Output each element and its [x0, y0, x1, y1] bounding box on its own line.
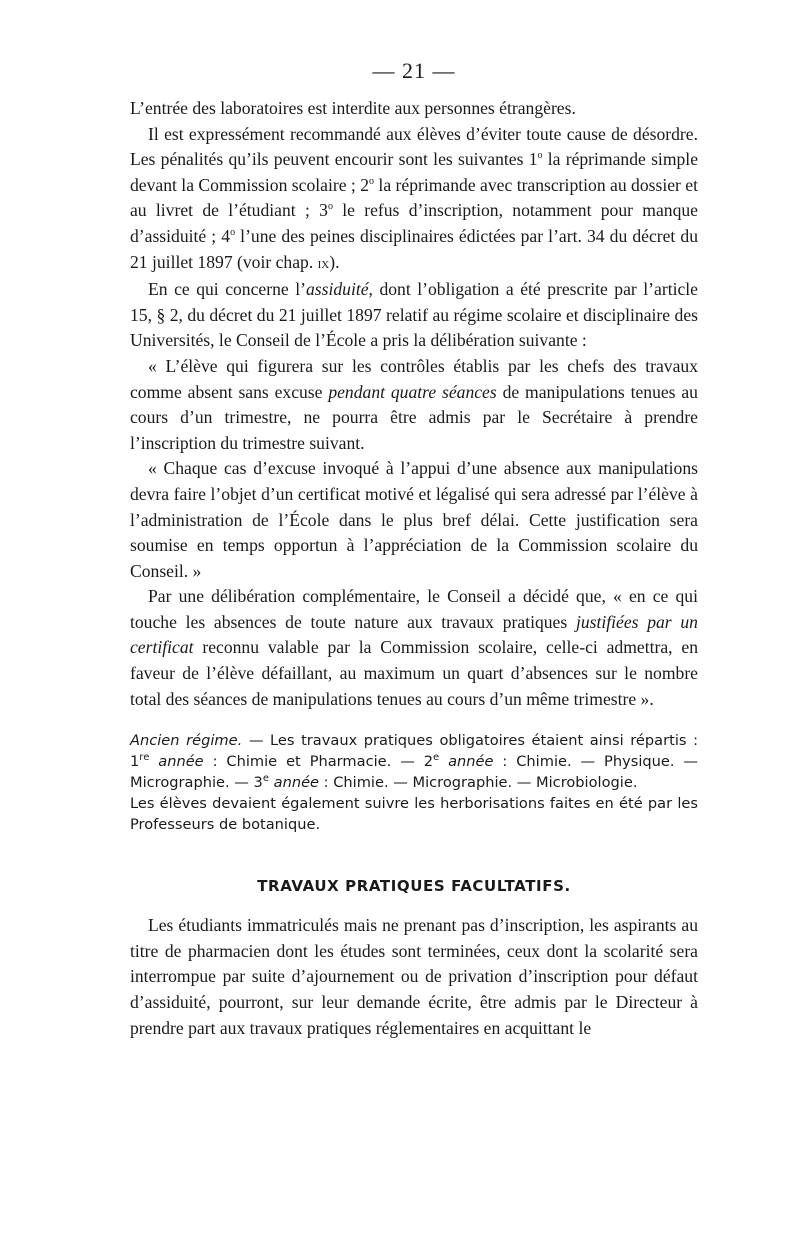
herborisation-line: Les élèves devaient également suivre les herborisations faites en été par les Professeurs de botanique. [130, 795, 698, 834]
emphasis: assiduité [305, 279, 369, 300]
superscript: o [369, 175, 375, 187]
paragraph-optional-practicals: Les étudiants immatriculés mais ne prenant pas d’inscription, les aspirants au titre de pharmacien dont les études sont terminées, ceux dont la scolarité sera interrompue par suite d’ajournement ou de privation d’inscription pour défaut d’assiduité, pourront, sur leur demande écrite, être admis par le Directeur à prendre part aux travaux pratiques réglementaires en acquittant le [130, 915, 698, 1038]
superscript: e [433, 752, 440, 764]
paragraph-quote-absence [130, 354, 698, 456]
text-run: la réprimande avec transcription au dossier et au livret de l’étudiant ; 3 [130, 174, 698, 221]
paragraph-laboratory-access: L’entrée des laboratoires est interdite aux personnes étrangères. [130, 98, 576, 118]
text-run: de manipulations tenues au cours d’un trimestre, ne pourra être admis par le Secrétaire à prendre l’inscription du trimestre suivant. [130, 381, 698, 453]
superscript: o [230, 227, 236, 239]
text-run: , dont l’obligation a été prescrite par l’article 15, § 2, du décret du 21 juillet 1897 relatif au régime scolaire et disciplinaire des Universités, le Conseil de l’École a pris la délibération suivante : [130, 279, 698, 351]
text-run: l’une des peines disciplinaires édictées par l’art. 34 du décret du 21 juillet 1897 (voir chap. [130, 225, 698, 272]
emphasis: année [439, 753, 494, 771]
text-run: la réprimande simple devant la Commission scolaire ; 2 [130, 149, 698, 195]
section-heading: TRAVAUX PRATIQUES FACULTATIFS. [257, 877, 571, 896]
text-run: ). [329, 251, 340, 272]
emphasis: justifiées par un certificat [130, 611, 698, 658]
text-run: : Chimie et Pharmacie. — 2 [203, 753, 433, 771]
text-run: Il est expressément recommandé aux élèves d’éviter toute cause de désordre. Les pénalités qu’ils peuvent encourir sont les suivantes 1 [130, 123, 698, 170]
ancien-regime-label: Ancien régime. [130, 732, 243, 750]
ancien-regime-line [130, 730, 698, 793]
text-run: En ce qui concerne l’ [148, 279, 306, 300]
paragraph-penalties [130, 122, 698, 278]
ancien-regime-note [130, 730, 698, 835]
text-run: Par une délibération complémentaire, le Conseil a décidé que, « en ce qui touche les absences de toute nature aux travaux pratiques [130, 586, 698, 632]
superscript: e [262, 773, 269, 785]
chapter-reference: ix [317, 255, 330, 272]
superscript: o [327, 201, 333, 213]
page-number: — 21 — [372, 58, 456, 83]
text-run: : Chimie. — Micrographie. — Microbiologie. [319, 774, 638, 792]
paragraph-quote-excuse: « Chaque cas d’excuse invoqué à l’appui d’une absence aux manipulations devra faire l’objet d’un certificat motivé et légalisé qui sera adressé par l’élève à l’administration de l’École dans le plus bref délai. Cette justification sera soumise en temps opportun à l’appréciation de la Commission scolaire du Conseil. » [130, 458, 698, 581]
text-run: reconnu valable par la Commission scolaire, celle-ci admettra, en faveur de l’élève défaillant, au maximum un quart d’absences sur le nombre total des séances de manipulations tenues au cours d’un même trimestre ». [130, 637, 698, 709]
emphasis: pendant quatre séances [328, 381, 497, 402]
text-run: : Chimie. — Physique. — Micrographie. — 3 [130, 753, 699, 792]
superscript: re [139, 752, 150, 764]
emphasis: année [268, 774, 320, 792]
text-run: — Les travaux pratiques obligatoires étaient ainsi répartis : 1 [130, 732, 698, 771]
text-run: « L’élève qui figurera sur les contrôles établis par les chefs des travaux comme absent sans excuse [130, 355, 698, 402]
paragraph-complementary-deliberation [130, 584, 698, 712]
paragraph-assiduity [130, 277, 698, 354]
superscript: o [537, 150, 543, 162]
emphasis: année [149, 753, 204, 771]
document-page [130, 58, 698, 1041]
text-run: le refus d’inscription, notamment pour manque d’assiduité ; 4 [130, 200, 698, 246]
